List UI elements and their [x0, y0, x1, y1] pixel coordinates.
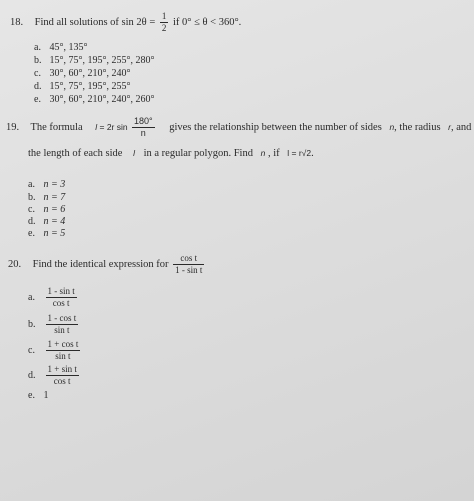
question-18: [10, 12, 241, 33]
option-letter: a.: [28, 179, 35, 190]
option-letter: a.: [28, 291, 35, 303]
option-letter: d.: [34, 81, 42, 92]
option-fraction: [46, 365, 79, 386]
option-text: 30°, 60°, 210°, 240°, 260°: [49, 94, 155, 105]
question-prompt-end: if 0° ≤ θ < 360°.: [173, 16, 242, 28]
option-20d[interactable]: [28, 365, 81, 386]
fraction-denominator: cos t: [53, 376, 71, 386]
option-18d[interactable]: [34, 82, 131, 92]
fraction-denominator: sin t: [55, 351, 71, 361]
fraction-numerator: 1: [161, 11, 167, 21]
option-letter: e.: [28, 390, 35, 401]
question-prompt: The formula: [30, 121, 83, 133]
question-20: [8, 254, 206, 275]
fraction-denominator: cos t: [52, 298, 70, 308]
variable-r: r: [448, 121, 452, 132]
option-letter: e.: [34, 94, 41, 105]
option-20b[interactable]: [28, 314, 80, 335]
fraction-numerator: 1 + sin t: [47, 364, 77, 374]
option-19e[interactable]: [28, 229, 65, 239]
question-number: 20.: [8, 258, 22, 270]
option-18c[interactable]: [34, 69, 131, 79]
fraction-denominator: n: [140, 128, 146, 138]
question-prompt-line2b: in a regular polygon. Find: [143, 148, 253, 159]
question-prompt-line2: the length of each side: [28, 148, 123, 159]
option-letter: c.: [28, 344, 35, 356]
option-19a[interactable]: [28, 180, 65, 190]
option-letter: b.: [34, 55, 42, 66]
fraction-denominator: sin t: [54, 325, 70, 335]
question-prompt-cont: gives the relationship between the number of sides: [169, 121, 382, 133]
question-number: 18.: [10, 16, 24, 28]
option-19d[interactable]: [28, 217, 65, 227]
question-19-line-2: the length of each side l in a regular polygon. Find n , if l = r√2.: [28, 148, 314, 159]
fraction-numerator: cos t: [173, 254, 204, 265]
question-prompt: Find all solutions of sin 2θ =: [34, 16, 156, 28]
option-letter: e.: [28, 228, 35, 239]
option-18e[interactable]: [34, 95, 155, 105]
option-letter: d.: [28, 216, 36, 227]
option-letter: a.: [34, 42, 41, 53]
fraction-numerator: 1 - sin t: [47, 286, 75, 296]
question-19-line-1: 19. The formula l = 2r sin $\frac{180^\circ}{n}$ gives the relationship between the number of sides n, the radius r, and: [6, 116, 472, 138]
condition: l = r√2: [287, 148, 312, 158]
option-text: 45°, 135°: [49, 42, 88, 53]
option-fraction: [46, 314, 79, 335]
option-letter: b.: [28, 192, 36, 203]
option-20e[interactable]: [28, 391, 49, 401]
variable-n: n: [389, 121, 395, 132]
option-text: n = 3: [43, 179, 66, 190]
option-letter: c.: [28, 204, 35, 215]
option-text: 15°, 75°, 195°, 255°: [49, 81, 131, 92]
option-letter: c.: [34, 68, 41, 79]
option-20a[interactable]: [28, 287, 79, 308]
option-18a[interactable]: [34, 43, 88, 53]
variable-l: l: [133, 148, 135, 158]
formula-fraction: [132, 117, 155, 138]
option-letter: d.: [28, 369, 36, 381]
option-text: 15°, 75°, 195°, 255°, 280°: [49, 55, 155, 66]
fraction-numerator: 1 - cos t: [47, 313, 77, 323]
option-text: n = 4: [43, 216, 66, 227]
option-letter: b.: [28, 318, 36, 330]
option-fraction: [46, 287, 77, 308]
fraction-denominator: 2: [161, 23, 167, 33]
fraction: [160, 12, 169, 33]
option-18b[interactable]: [34, 56, 155, 66]
option-19b[interactable]: [28, 193, 65, 203]
fraction-denominator: 1 - sin t: [175, 265, 203, 275]
option-text: n = 5: [43, 228, 66, 239]
option-19c[interactable]: [28, 205, 65, 215]
question-prompt: Find the identical expression for: [32, 258, 169, 270]
fraction: [173, 254, 204, 275]
option-text: n = 6: [43, 204, 66, 215]
question-number: 19.: [6, 121, 20, 133]
option-text: 30°, 60°, 210°, 240°: [49, 68, 131, 79]
formula: l = 2r sin: [95, 121, 130, 132]
option-text: 1: [43, 390, 49, 401]
option-fraction: [46, 340, 81, 361]
option-20c[interactable]: [28, 340, 82, 361]
fraction-numerator: 180°: [133, 116, 153, 126]
fraction-numerator: 1 + cos t: [47, 339, 79, 349]
option-text: n = 7: [43, 192, 66, 203]
variable-n: n: [260, 148, 266, 158]
